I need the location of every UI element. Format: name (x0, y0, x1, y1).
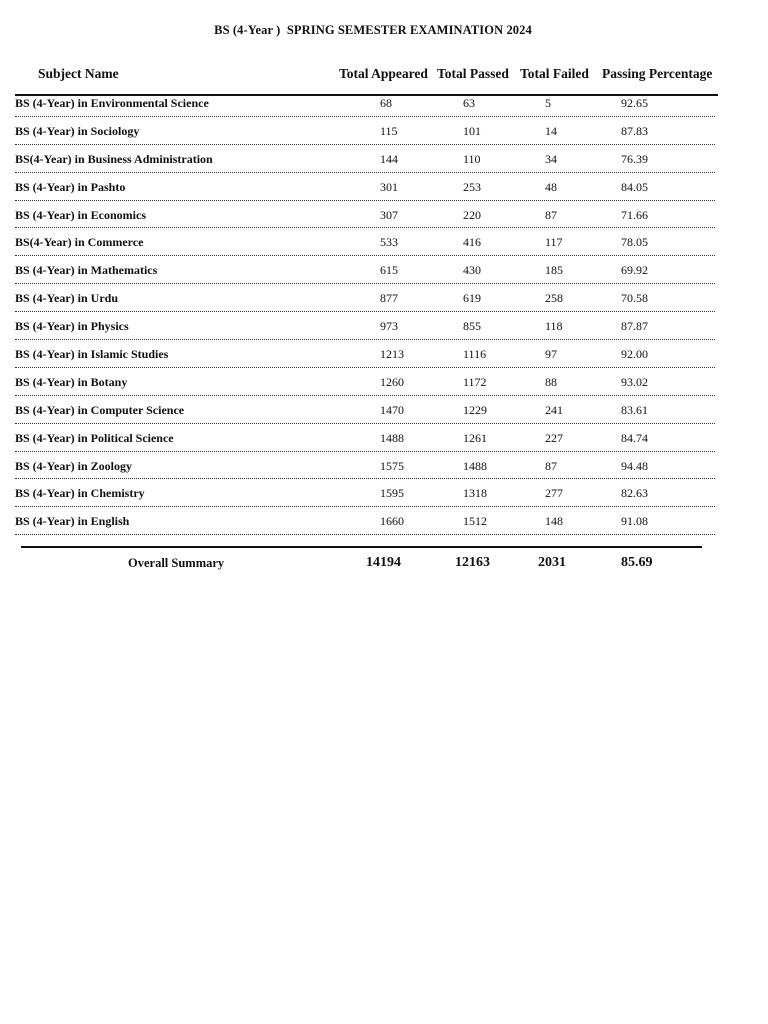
cell-passed: 1488 (463, 458, 487, 473)
cell-appeared: 301 (380, 179, 398, 194)
cell-passed: 1261 (463, 430, 487, 445)
cell-failed: 241 (545, 402, 563, 417)
table-header (0, 66, 768, 86)
cell-passed: 1512 (463, 514, 487, 529)
cell-percent: 94.48 (621, 458, 648, 473)
table-row (0, 145, 768, 173)
row-divider (15, 534, 715, 535)
summary-percent: 85.69 (621, 555, 653, 570)
cell-subject: BS (4-Year) in Pashto (15, 179, 126, 194)
cell-percent: 84.05 (621, 179, 648, 194)
cell-appeared: 1575 (380, 458, 404, 473)
summary-divider (21, 546, 702, 548)
cell-appeared: 1213 (380, 347, 404, 362)
cell-percent: 91.08 (621, 514, 648, 529)
cell-subject: BS(4-Year) in Business Administration (15, 151, 213, 166)
cell-percent: 78.05 (621, 235, 648, 250)
table-row (0, 284, 768, 312)
cell-subject: BS (4-Year) in Mathematics (15, 263, 158, 278)
cell-failed: 148 (545, 514, 563, 529)
cell-appeared: 1488 (380, 430, 404, 445)
cell-passed: 430 (463, 263, 481, 278)
column-header-appeared: Total Appeared (339, 66, 428, 81)
table-body (0, 89, 768, 535)
cell-failed: 87 (545, 458, 557, 473)
page-title: BS (4-Year ) SPRING SEMESTER EXAMINATION 2024 (214, 23, 532, 37)
cell-subject: BS (4-Year) in Zoology (15, 458, 132, 473)
cell-passed: 253 (463, 179, 481, 194)
cell-failed: 5 (545, 96, 551, 110)
cell-appeared: 877 (380, 291, 398, 306)
cell-percent: 87.83 (621, 123, 648, 138)
cell-subject: BS (4-Year) in Chemistry (15, 486, 145, 501)
cell-percent: 82.63 (621, 486, 648, 501)
cell-subject: BS (4-Year) in Political Science (15, 430, 174, 445)
cell-appeared: 1595 (380, 486, 404, 501)
cell-passed: 1116 (463, 347, 487, 362)
cell-subject: BS (4-Year) in Computer Science (15, 402, 185, 417)
cell-appeared: 68 (380, 96, 392, 110)
table-row (0, 507, 768, 535)
column-header-subject: Subject Name (38, 66, 119, 81)
column-header-passed: Total Passed (437, 66, 509, 81)
cell-failed: 117 (545, 235, 563, 250)
cell-failed: 97 (545, 347, 557, 362)
cell-passed: 1318 (463, 486, 487, 501)
table-row (0, 396, 768, 424)
cell-passed: 619 (463, 291, 481, 306)
cell-passed: 855 (463, 319, 481, 334)
cell-failed: 258 (545, 291, 563, 306)
cell-subject: BS (4-Year) in Botany (15, 374, 128, 389)
cell-subject: BS (4-Year) in Physics (15, 319, 129, 334)
cell-percent: 87.87 (621, 319, 648, 334)
cell-appeared: 615 (380, 263, 398, 278)
cell-passed: 110 (463, 151, 481, 166)
cell-appeared: 973 (380, 319, 398, 334)
summary-label: Overall Summary (128, 556, 225, 570)
cell-failed: 277 (545, 486, 563, 501)
summary-passed: 12163 (455, 555, 490, 570)
cell-passed: 101 (463, 123, 481, 138)
cell-percent: 70.58 (621, 291, 648, 306)
cell-subject: BS(4-Year) in Commerce (15, 235, 144, 250)
cell-passed: 416 (463, 235, 481, 250)
cell-subject: BS (4-Year) in English (15, 514, 130, 529)
table-row (0, 368, 768, 396)
cell-failed: 87 (545, 207, 557, 222)
cell-appeared: 1470 (380, 402, 404, 417)
cell-appeared: 115 (380, 123, 398, 138)
table-row (0, 452, 768, 480)
table-row (0, 340, 768, 368)
cell-percent: 71.66 (621, 207, 648, 222)
table-row (0, 256, 768, 284)
cell-passed: 1229 (463, 402, 487, 417)
cell-percent: 76.39 (621, 151, 648, 166)
cell-passed: 220 (463, 207, 481, 222)
summary-failed: 2031 (538, 555, 566, 570)
cell-subject: BS (4-Year) in Environmental Science (15, 96, 209, 110)
table-row (0, 201, 768, 229)
table-row (0, 117, 768, 145)
cell-failed: 48 (545, 179, 557, 194)
cell-appeared: 533 (380, 235, 398, 250)
cell-percent: 93.02 (621, 374, 648, 389)
cell-failed: 34 (545, 151, 557, 166)
table-row (0, 228, 768, 256)
summary-appeared: 14194 (366, 555, 401, 570)
cell-appeared: 307 (380, 207, 398, 222)
column-header-percent: Passing Percentage (602, 66, 713, 81)
cell-passed: 63 (463, 96, 475, 110)
cell-subject: BS (4-Year) in Economics (15, 207, 146, 222)
cell-failed: 227 (545, 430, 563, 445)
table-row (0, 173, 768, 201)
cell-appeared: 144 (380, 151, 398, 166)
cell-percent: 69.92 (621, 263, 648, 278)
table-row (0, 424, 768, 452)
cell-subject: BS (4-Year) in Urdu (15, 291, 119, 306)
cell-appeared: 1260 (380, 374, 404, 389)
summary-row (0, 555, 768, 575)
cell-appeared: 1660 (380, 514, 404, 529)
cell-failed: 185 (545, 263, 563, 278)
cell-failed: 88 (545, 374, 557, 389)
cell-subject: BS (4-Year) in Islamic Studies (15, 347, 169, 362)
table-row (0, 479, 768, 507)
table-row (0, 312, 768, 340)
cell-failed: 14 (545, 123, 557, 138)
cell-percent: 83.61 (621, 402, 648, 417)
cell-subject: BS (4-Year) in Sociology (15, 123, 140, 138)
cell-percent: 92.65 (621, 96, 648, 110)
column-header-failed: Total Failed (520, 66, 589, 81)
cell-failed: 118 (545, 319, 563, 334)
cell-passed: 1172 (463, 374, 487, 389)
cell-percent: 84.74 (621, 430, 648, 445)
cell-percent: 92.00 (621, 347, 648, 362)
table-row (0, 89, 768, 117)
